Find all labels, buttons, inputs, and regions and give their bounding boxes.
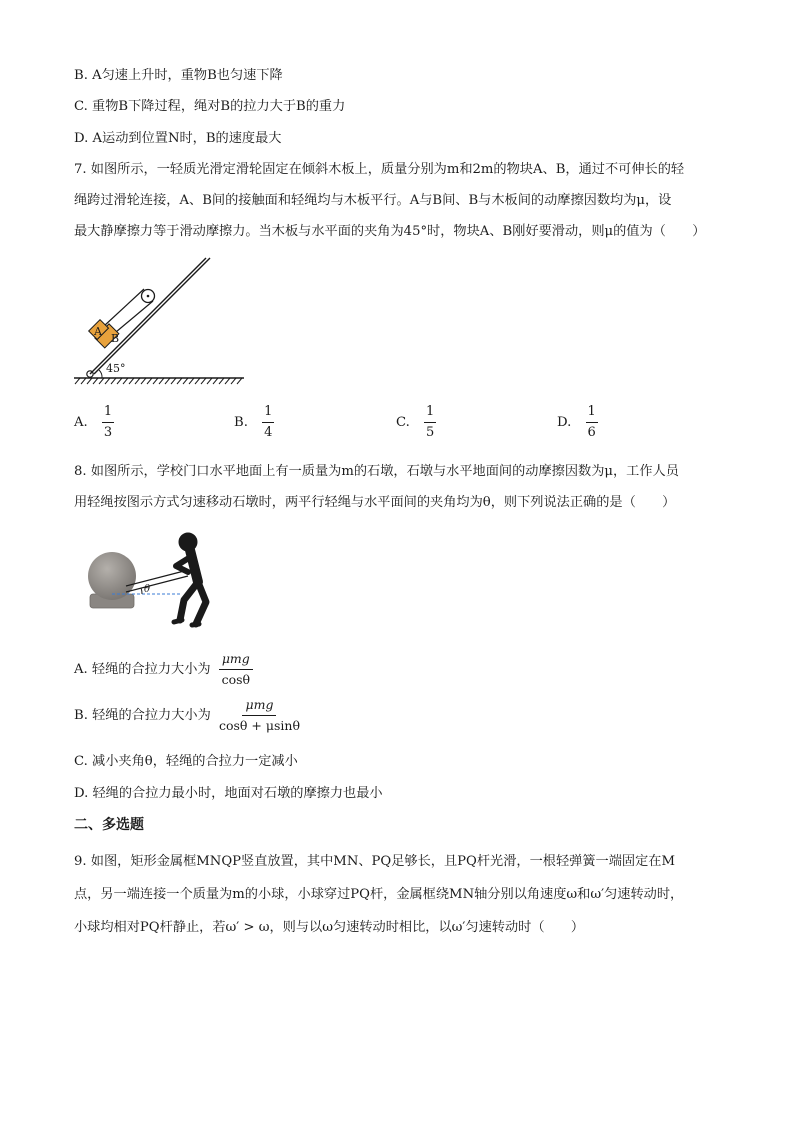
q8-option-a: A. 轻绳的合拉力大小为 $\frac{\text{μmg}}{\cos\theta}$ (74, 651, 253, 688)
q8-option-b-fraction: $\frac{\text{μmg}}{\cos\theta + \mu\sin\theta}$ (218, 697, 300, 733)
q9-stem-line3: 小球均相对PQ杆静止，若ω′ > ω，则与以ω匀速转动时相比，以ω′匀速转动时（ ） (74, 920, 585, 935)
q8-stone-figure (84, 528, 224, 636)
q7-stem-line2: 绳跨过滑轮连接，A、B间的接触面和轻绳均与木板平行。A与B间、B与木板间的动摩擦因数均为μ，设 (74, 193, 672, 208)
board-upper-edge (94, 258, 210, 374)
q8-stem-line2: 用轻绳按图示方式匀速移动石墩时，两平行轻绳与水平面间的夹角均为θ，则下列说法正确的是（ ） (74, 495, 676, 510)
q7-option-b: B. $\frac{1}{4}$ (234, 404, 273, 440)
q7-stem-line1: 7. 如图所示，一轻质光滑定滑轮固定在倾斜木板上，质量分别为m和2m的物块A、B，通过不可伸长的轻 (74, 162, 685, 177)
theta-arc (141, 588, 142, 594)
label-a: A (94, 325, 102, 338)
q8-option-b: B. 轻绳的合拉力大小为 $\frac{\text{μmg}}{\cos\theta + \mu\sin\theta}$ (74, 697, 300, 733)
q7-option-c-fraction: $\frac{1}{5}$ (426, 404, 435, 440)
q6-option-c: C. 重物B下降过程，绳对B的拉力大于B的重力 (74, 99, 346, 114)
q7-option-b-fraction: $\frac{1}{4}$ (264, 404, 273, 440)
q7-option-d: D. $\frac{1}{6}$ (557, 404, 596, 440)
ground-hatching (75, 378, 242, 384)
label-b: B (110, 332, 120, 345)
q7-option-a-fraction: $\frac{1}{3}$ (103, 404, 113, 440)
q8-option-a-fraction: $\frac{\text{μmg}}{\cos\theta}$ (219, 651, 253, 688)
q9-stem-line1: 9. 如图，矩形金属框MNQP竖直放置，其中MN、PQ足够长，且PQ杆光滑，一根轻弹簧一端固定在M (74, 854, 675, 869)
q6-option-b: B. A匀速上升时，重物B也匀速下降 (74, 68, 283, 83)
q6-option-d: D. A运动到位置N时，B的速度最大 (74, 131, 282, 146)
stone-ball (88, 552, 136, 600)
rope-to-a (104, 289, 144, 326)
q7-option-d-fraction: $\frac{1}{6}$ (587, 404, 596, 440)
q8-option-d: D. 轻绳的合拉力最小时，地面对石墩的摩擦力也最小 (74, 786, 383, 801)
q9-stem-line2: 点，另一端连接一个质量为m的小球，小球穿过PQ杆，金属框绕MN轴分别以角速度ω和ω′匀速转动时， (74, 887, 684, 902)
board-lower-edge (90, 258, 206, 374)
q7-option-a: A. $\frac{1}{3}$ (74, 404, 113, 440)
q7-incline-figure (72, 252, 252, 387)
q8-stem-line1: 8. 如图所示，学校门口水平地面上有一质量为m的石墩，石墩与水平地面间的动摩擦因数为μ，工作人员 (74, 464, 679, 479)
section-heading-multiple-choice: 二、多选题 (74, 817, 144, 833)
q7-option-c: C. $\frac{1}{5}$ (396, 404, 435, 440)
q7-stem-line3: 最大静摩擦力等于滑动摩擦力。当木板与水平面的夹角为45°时，物块A、B刚好要滑动，则μ的值为（ ） (74, 224, 706, 239)
angle-arc (99, 370, 102, 378)
q8-option-c: C. 减小夹角θ，轻绳的合拉力一定减小 (74, 754, 298, 769)
theta-label: θ (144, 584, 151, 595)
angle-label: 45° (106, 362, 126, 375)
